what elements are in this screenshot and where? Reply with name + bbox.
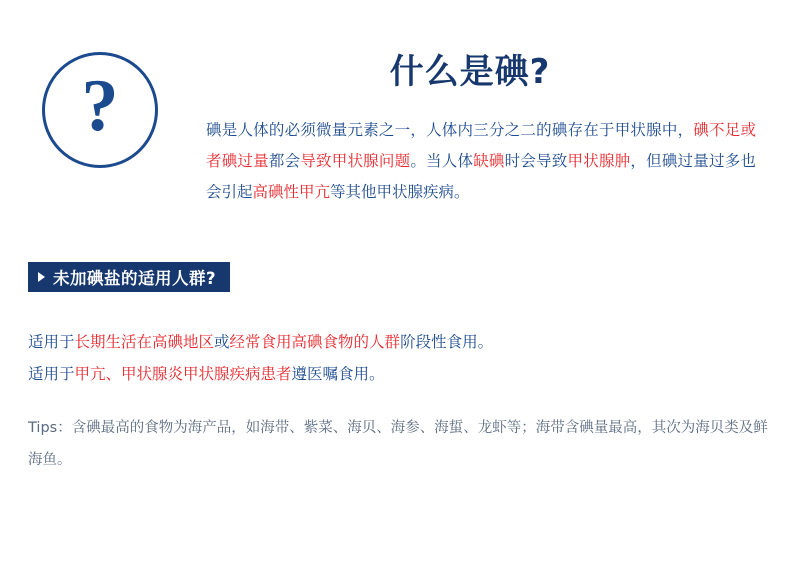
list-item: 适用于长期生活在高碘地区或经常食用高碘食物的人群阶段性食用。 (28, 333, 494, 351)
question-mark-glyph: ? (81, 65, 119, 147)
usage-lines (28, 326, 768, 390)
tips-text: Tips：含碘最高的食物为海产品，如海带、紫菜、海贝、海参、海蜇、龙虾等；海带含碘量最高，其次为海贝类及鲜海鱼。 (28, 420, 768, 468)
hero-section (0, 44, 790, 208)
list-item: 适用于甲亢、甲状腺炎甲状腺疾病患者遵医嘱食用。 (28, 365, 385, 383)
section-banner-label: 未加碘盐的适用人群? (53, 269, 217, 288)
triangle-right-icon (38, 272, 45, 282)
page-title: 什么是碘? (389, 52, 551, 92)
hero-paragraph: 碘是人体的必须微量元素之一，人体内三分之二的碘存在于甲状腺中，碘不足或者碘过量都会导致甲状腺问题。当人体缺碘时会导致甲状腺肿，但碘过量过多也会引起高碘性甲亢等其他甲状腺疾病。 (206, 121, 756, 201)
question-mark-circle-icon (42, 52, 158, 168)
section-banner (28, 262, 230, 292)
question-mark-wrap (0, 44, 200, 168)
hero-text (200, 44, 780, 208)
